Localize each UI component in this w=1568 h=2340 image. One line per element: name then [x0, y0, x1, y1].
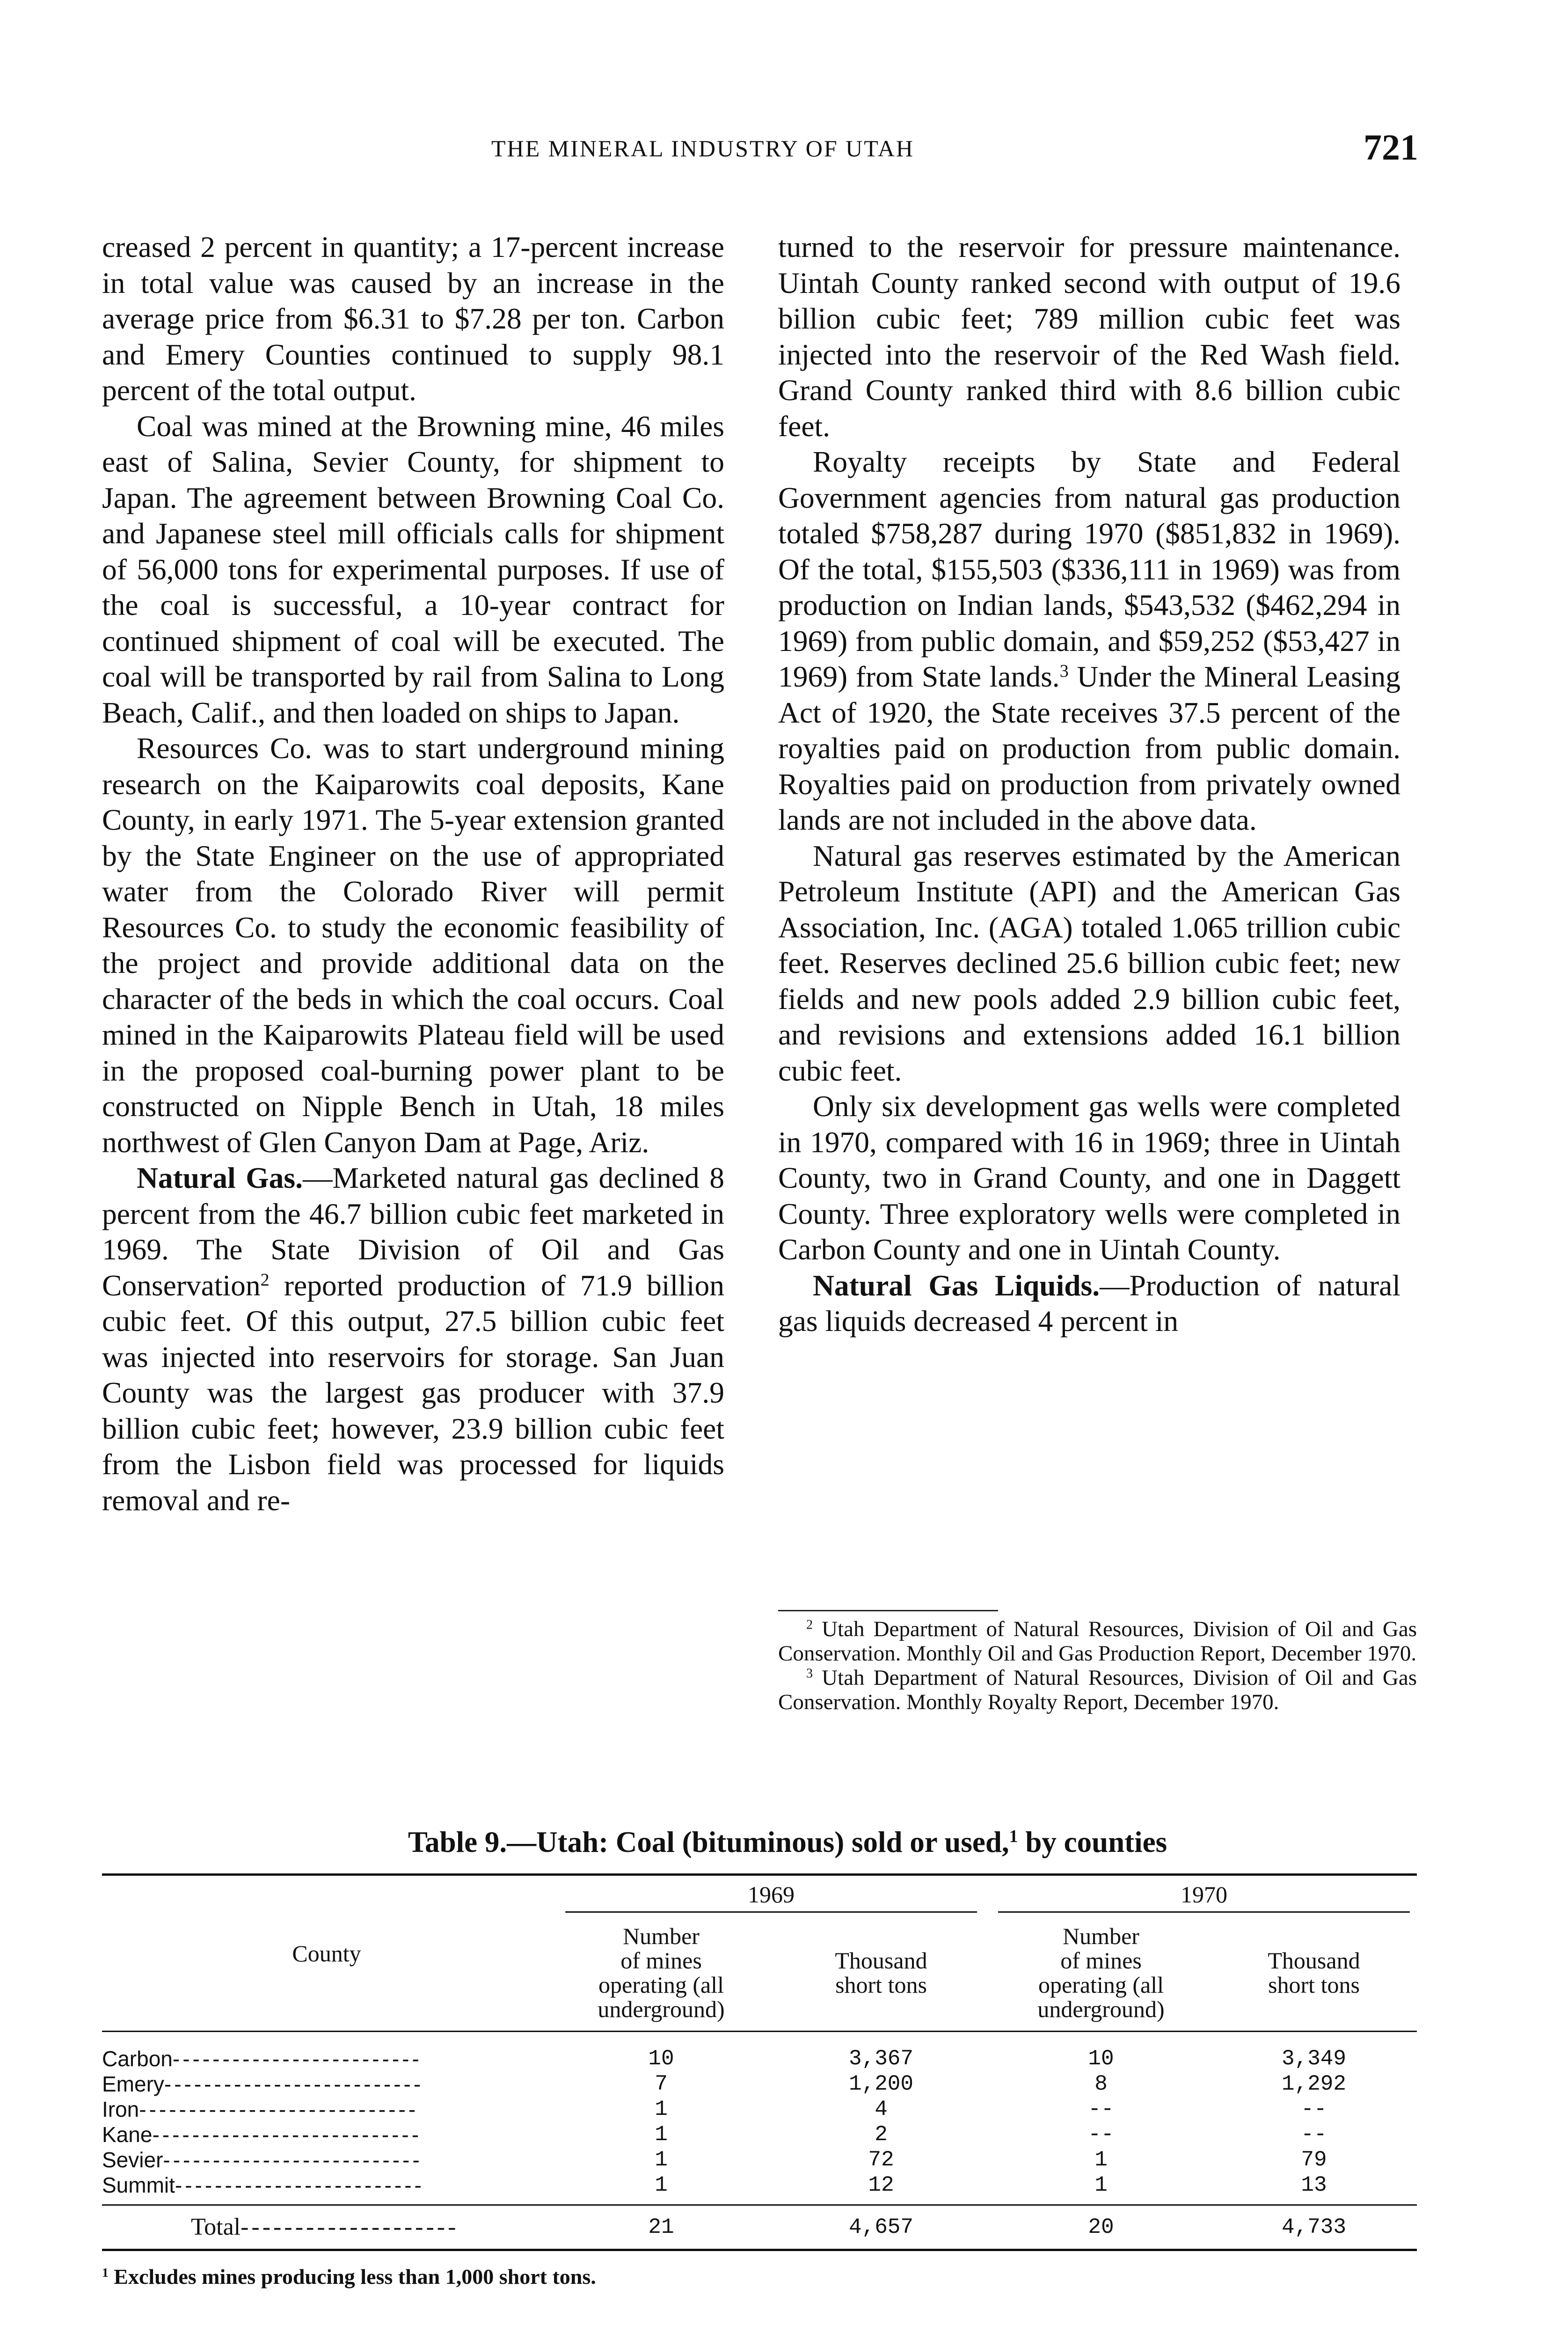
- table-footnote-text: Excludes mines producing less than 1,000 short tons.: [108, 2265, 596, 2289]
- mines-1970: --: [1088, 2097, 1114, 2121]
- running-title: THE MINERAL INDUSTRY OF UTAH: [491, 135, 915, 161]
- table-row: Iron---------------------------- 1 4 -- --: [102, 2097, 1417, 2122]
- footnote-2-mark: 2: [806, 1617, 813, 1632]
- right-paragraph-2: [778, 444, 1400, 838]
- footnote-ref-3[interactable]: 3: [1059, 661, 1069, 681]
- column-header-tons-1969: Thousand short tons: [835, 1947, 927, 1998]
- natural-gas-text-a: —Marketed natural gas declined 8 percent from the 46.7 billion cubic feet marketed in 1969. The State Division of Oil and Gas Conservation: [102, 1161, 724, 1302]
- total-mines-1969: 21: [648, 2215, 674, 2239]
- tons-1970: 79: [1301, 2148, 1327, 2172]
- right-paragraph-1: turned to the reservoir for pressure maintenance. Uintah County ranked second with output of 19.6 billion cubic feet; 789 million cubic feet was injected into the reservoir of the Red Wash field. Grand County ranked third with 8.6 billion cubic feet.: [778, 230, 1400, 443]
- natural-gas-text-b: reported production of 71.9 billion cubic feet. Of this output, 27.5 billion cubic feet was injected into reservoirs for storage. San Juan County was the largest gas producer with 37.9 billion cubic feet; however, 23.9 billion cubic feet from the Lisbon field was processed for liquids removal and re-: [102, 1268, 724, 1517]
- footnote-3-text: Utah Department of Natural Resources, Division of Oil and Gas Conservation. Monthly Royalty Report, December 1970.: [778, 1666, 1417, 1714]
- tons-1970: 3,349: [1281, 2047, 1347, 2071]
- tons-1969: 1,200: [848, 2072, 914, 2096]
- footnote-3-mark: 3: [806, 1666, 813, 1681]
- natural-gas-sidehead: Natural Gas.: [137, 1161, 303, 1194]
- county-name: Summit: [102, 2173, 175, 2197]
- tons-1970: 13: [1301, 2173, 1327, 2197]
- county-name: Carbon: [102, 2047, 173, 2071]
- tons-1969: 12: [868, 2173, 894, 2197]
- tons-1969: 72: [868, 2148, 894, 2172]
- tons-1970: --: [1301, 2122, 1327, 2147]
- coal-table: [102, 1873, 1417, 2251]
- column-header-county: County: [292, 1940, 361, 1967]
- total-tons-1970: 4,733: [1281, 2215, 1347, 2239]
- left-paragraph-2: Coal was mined at the Browning mine, 46 miles east of Salina, Sevier County, for shipment to Japan. The agreement between Browning Coal Co. and Japanese steel mill officials calls for shipment of 56,000 tons for experimental purposes. If use of the coal is successful, a 10-year contract for continued shipment of coal will be executed. The coal will be transported by rail from Salina to Long Beach, Calif., and then loaded on ships to Japan.: [102, 409, 724, 729]
- column-header-1970: 1970: [991, 1876, 1417, 1917]
- table-row: Kane--------------------------- 1 2 -- --: [102, 2122, 1417, 2147]
- table-title-text-a: Table 9.—Utah: Coal (bituminous) sold or used,: [408, 1826, 1009, 1858]
- total-mines-1970: 20: [1088, 2215, 1114, 2239]
- county-name: Sevier: [102, 2148, 163, 2172]
- natural-gas-liquids-text: —Production of natural gas liquids decreased 4 percent in: [778, 1268, 1400, 1338]
- column-header-mines-1970: Number of mines operating (all underground): [1037, 1923, 1165, 2022]
- right-column: [778, 229, 1400, 1339]
- left-paragraph-4: [102, 1160, 724, 1518]
- footnote-2-text: Utah Department of Natural Resources, Division of Oil and Gas Conservation. Monthly Oil and Gas Production Report, December 1970.: [778, 1617, 1417, 1666]
- natural-gas-liquids-sidehead: Natural Gas Liquids.: [813, 1268, 1100, 1302]
- left-paragraph-3: Resources Co. was to start underground mining research on the Kaiparowits coal deposits, Kane County, in early 1971. The 5-year extension granted by the State Engineer on the use of appropriated water from the Colorado River will permit Resources Co. to study the economic feasibility of the project and provide additional data on the character of the beds in which the coal occurs. Coal mined in the Kaiparowits Plateau field will be used in the proposed coal-burning power plant to be constructed on Nipple Bench in Utah, 18 miles northwest of Glen Canyon Dam at Page, Ariz.: [102, 731, 724, 1159]
- royalty-text-a: Royalty receipts by State and Federal Government agencies from natural gas production totaled $758,287 during 1970 ($851,832 in 1969). Of the total, $155,503 ($336,111 in 1969) was from production on Indian lands, $543,532 ($462,294 in 1969) from public domain, and $59,252 ($53,427 in 1969) from State lands.: [778, 445, 1400, 693]
- mines-1969: 1: [655, 2097, 668, 2121]
- page-number: 721: [1364, 127, 1418, 168]
- right-paragraph-4: Only six development gas wells were completed in 1970, compared with 16 in 1969; three in Uintah County, two in Grand County, and one in Daggett County. Three exploratory wells were completed in Carbon County and one in Uintah County.: [778, 1090, 1400, 1266]
- table-row: Emery-------------------------- 7 1,200 8 1,292: [102, 2071, 1417, 2097]
- total-label: Total: [191, 2214, 241, 2240]
- mines-1969: 7: [655, 2072, 668, 2096]
- running-header: [0, 126, 1568, 173]
- footnotes: [778, 1610, 1417, 1714]
- column-header-1969: 1969: [551, 1876, 991, 1917]
- footnote-2: [778, 1617, 1417, 1666]
- table-footnote-mark: 1: [102, 2265, 109, 2280]
- right-paragraph-5: [778, 1268, 1400, 1339]
- footnote-ref-2[interactable]: 2: [260, 1270, 270, 1290]
- county-name: Emery: [102, 2072, 164, 2096]
- mines-1969: 10: [648, 2047, 674, 2071]
- mines-1970: 1: [1094, 2148, 1108, 2172]
- tons-1969: 4: [875, 2097, 888, 2121]
- coal-table-section: [102, 1825, 1417, 2289]
- left-paragraph-1: creased 2 percent in quantity; a 17-percent increase in total value was caused by an increase in the average price from $6.31 to $7.28 per ton. Carbon and Emery Counties continued to supply 98.1 percent of the total output.: [102, 230, 724, 407]
- table-row: Summit------------------------- 1 12 1 13: [102, 2172, 1417, 2198]
- column-header-mines-1969: Number of mines operating (all underground): [598, 1923, 725, 2022]
- county-name: Kane: [102, 2122, 153, 2147]
- mines-1969: 1: [655, 2122, 668, 2147]
- table-total-row: Total-------------------- 21 4,657 20 4,733: [102, 2206, 1417, 2250]
- table-row: Carbon------------------------- 10 3,367 10 3,349: [102, 2046, 1417, 2071]
- right-paragraph-3: Natural gas reserves estimated by the American Petroleum Institute (API) and the American Gas Association, Inc. (AGA) totaled 1.065 trillion cubic feet. Reserves declined 25.6 billion cubic feet; new fields and new pools added 2.9 billion cubic feet, and revisions and extensions added 16.1 billion cubic feet.: [778, 839, 1400, 1087]
- royalty-text-b: Under the Mineral Leasing Act of 1920, the State receives 37.5 percent of the royalties paid on production from public domain. Royalties paid on production from privately owned lands are not included in the above data.: [778, 660, 1400, 836]
- mines-1970: 8: [1094, 2072, 1108, 2096]
- tons-1969: 2: [875, 2122, 888, 2147]
- mines-1970: --: [1088, 2122, 1114, 2147]
- mines-1969: 1: [655, 2148, 668, 2172]
- table-title-text-b: by counties: [1018, 1826, 1167, 1858]
- table-footnote: [102, 2264, 1417, 2289]
- total-tons-1969: 4,657: [848, 2215, 914, 2239]
- county-name: Iron: [102, 2097, 139, 2121]
- table-title: [158, 1825, 1417, 1859]
- table-title-footnote-ref[interactable]: 1: [1009, 1827, 1018, 1847]
- mines-1970: 1: [1094, 2173, 1108, 2197]
- mines-1970: 10: [1088, 2047, 1114, 2071]
- left-column: [102, 229, 724, 1518]
- tons-1970: --: [1301, 2097, 1327, 2121]
- tons-1970: 1,292: [1281, 2072, 1347, 2096]
- footnote-rule: [778, 1610, 998, 1611]
- table-row: Sevier-------------------------- 1 72 1 79: [102, 2147, 1417, 2172]
- mines-1969: 1: [655, 2173, 668, 2197]
- tons-1969: 3,367: [848, 2047, 914, 2071]
- footnote-3: [778, 1666, 1417, 1714]
- column-header-tons-1970: Thousand short tons: [1268, 1947, 1360, 1998]
